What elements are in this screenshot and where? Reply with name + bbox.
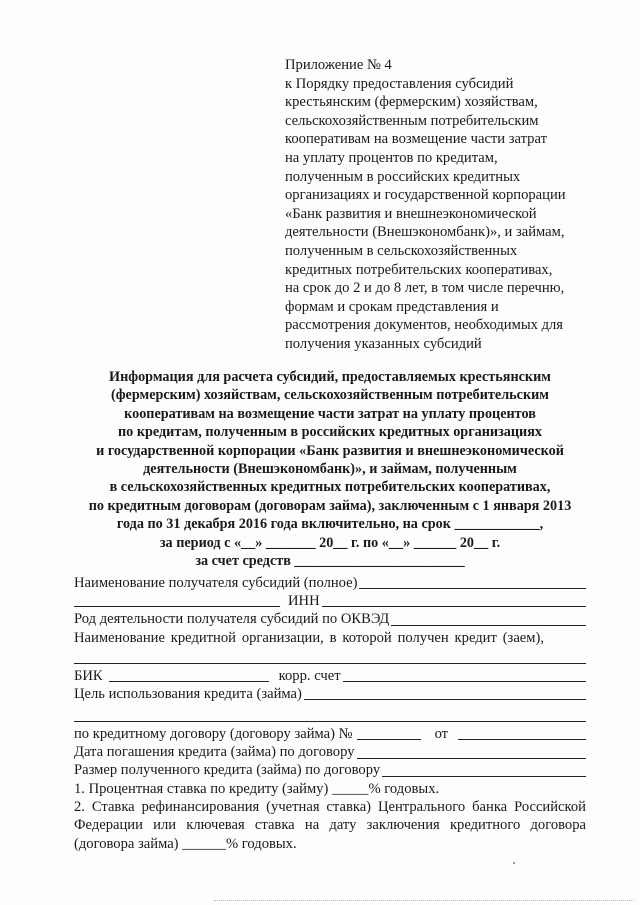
recipient-name-field-cont[interactable] — [74, 593, 280, 607]
recipient-name-label: Наименование получателя субсидий (полное) — [74, 574, 358, 591]
appendix-line: рассмотрения документов, необходимых для — [285, 317, 563, 334]
heading-line: по кредитным договорам (договорам займа), заключенным с 1 января 2013 — [88, 497, 572, 514]
heading-line: в сельскохозяйственных кредитных потребительских кооперативах, — [109, 479, 551, 496]
appendix-line: кооперативам на возмещение части затрат — [285, 131, 547, 148]
contract-no-field[interactable] — [357, 726, 421, 740]
heading-line: за счет средств ________________________ — [195, 553, 465, 570]
purpose-row — [74, 685, 586, 703]
item1-row — [74, 780, 586, 798]
item2-text: 2. Ставка рефинансирования (учетная ставка) Центрального банка Российской Федерации или ключевая ставка на дату заключения кредитного договора (договора займа) ______% годовых. — [74, 798, 586, 853]
appendix-line: сельскохозяйственным потребительским — [285, 112, 539, 129]
heading-line: (фермерским) хозяйствам, сельскохозяйственным потребительским — [111, 387, 549, 404]
form-fields — [74, 574, 586, 854]
credit-org-blank — [74, 647, 586, 667]
scan-edge — [214, 900, 634, 901]
contract-no-label: по кредитному договору (договору займа) № — [74, 726, 353, 743]
repayment-date-label: Дата погашения кредита (займа) по договору — [74, 744, 355, 761]
heading-line: года по 31 декабря 2016 года включительно, на срок ____________, — [116, 516, 544, 533]
heading-line: деятельности (Внешэкономбанк)», и займам, полученным — [143, 461, 517, 478]
appendix-line: к Порядку предоставления субсидий — [285, 75, 514, 92]
repayment-row — [74, 743, 586, 761]
appendix-line: на уплату процентов по кредитам, — [285, 149, 498, 166]
inn-field[interactable] — [322, 593, 586, 607]
appendix-line: крестьянским (фермерским) хозяйствам, — [285, 94, 538, 111]
amount-label: Размер полученного кредита (займа) по договору — [74, 762, 381, 779]
contract-from-field[interactable] — [458, 726, 586, 740]
recipient-name-row — [74, 574, 586, 592]
inn-label: ИНН — [288, 593, 320, 610]
appendix-line: «Банк развития и внешнеэкономической — [285, 205, 537, 222]
credit-org-row — [74, 629, 586, 647]
purpose-field-cont[interactable] — [74, 708, 586, 722]
form-heading — [60, 368, 600, 570]
corr-account-field[interactable] — [343, 668, 586, 682]
repayment-date-field[interactable] — [357, 745, 586, 759]
scan-speck — [513, 862, 515, 864]
appendix-line: кредитных потребительских кооперативах, — [285, 261, 553, 278]
credit-org-label: Наименование кредитной организации, в которой получен кредит (заем), — [74, 629, 545, 646]
recipient-name-field[interactable] — [359, 575, 586, 589]
item2-row — [74, 798, 586, 854]
corr-account-label: корр. счет — [278, 667, 341, 684]
bik-label: БИК — [74, 667, 103, 684]
appendix-line: организациях и государственной корпорации — [285, 187, 566, 204]
okved-field[interactable] — [391, 612, 586, 626]
credit-org-field[interactable] — [74, 650, 586, 664]
heading-line: и государственной корпорации «Банк развития и внешнеэкономической — [96, 442, 564, 459]
purpose-blank — [74, 703, 586, 725]
heading-line: по кредитам, полученным в российских кредитных организациях — [118, 424, 542, 441]
bik-field[interactable] — [109, 668, 269, 682]
contract-row — [74, 725, 586, 743]
appendix-title: Приложение № 4 — [285, 57, 392, 73]
okved-row — [74, 610, 586, 628]
contract-from-label: от — [434, 726, 449, 743]
heading-line: Информация для расчета субсидий, предоставляемых крестьянским — [109, 369, 551, 385]
okved-label: Род деятельности получателя субсидий по ОКВЭД — [74, 611, 390, 628]
heading-line: кооперативам на возмещение части затрат на уплату процентов — [124, 405, 536, 422]
item1-text: 1. Процентная ставка по кредиту (займу) _____% годовых. — [74, 780, 440, 797]
purpose-field[interactable] — [304, 686, 586, 700]
bik-row — [74, 667, 586, 685]
appendix-line: полученным в сельскохозяйственных — [285, 242, 518, 259]
inn-row — [74, 592, 586, 610]
appendix-line: на срок до 2 и до 8 лет, в том числе перечню, — [285, 280, 565, 297]
amount-row — [74, 762, 586, 780]
appendix-block — [285, 56, 585, 354]
appendix-line: формам и срокам представления и — [285, 298, 499, 315]
appendix-line: получения указанных субсидий — [285, 335, 482, 352]
purpose-label: Цель использования кредита (займа) — [74, 685, 302, 702]
appendix-line: полученным в российских кредитных — [285, 168, 521, 185]
amount-field[interactable] — [382, 763, 586, 777]
appendix-line: деятельности (Внешэкономбанк)», и займам, — [285, 224, 565, 241]
heading-line: за период с «__» _______ 20__ г. по «__» ______ 20__ г. — [159, 534, 501, 551]
